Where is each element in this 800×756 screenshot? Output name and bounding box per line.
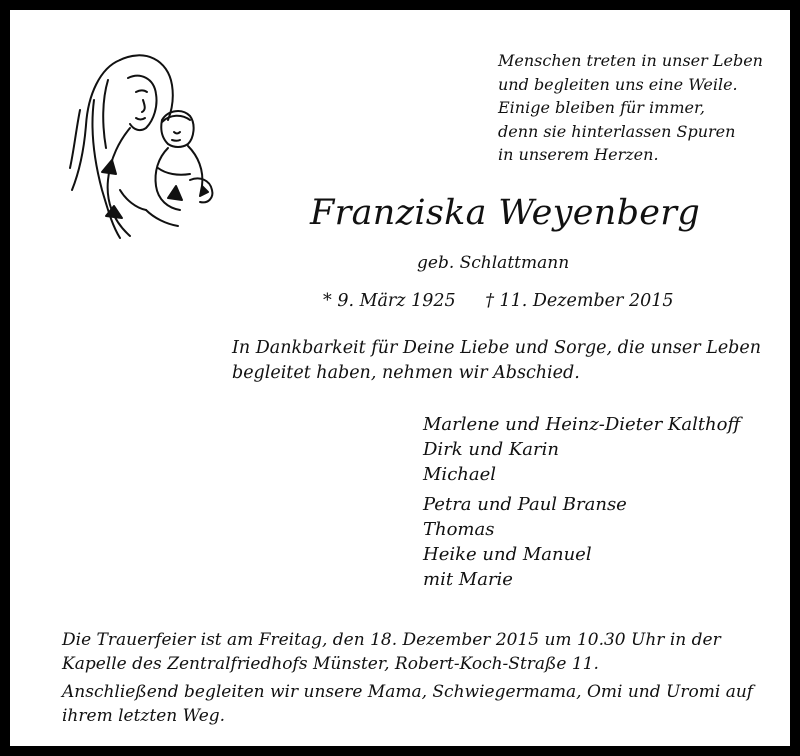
poem-line: Menschen treten in unser Leben — [498, 51, 763, 70]
mourner-entry: Michael — [423, 464, 497, 485]
poem-line: in unserem Herzen. — [498, 145, 659, 164]
mourners-list — [423, 412, 740, 592]
gratitude-line: begleitet haben, nehmen wir Abschied. — [232, 362, 580, 383]
mourner-entry: mit Marie — [423, 569, 513, 590]
mourner-group — [423, 412, 740, 487]
poem-line: und begleiten uns eine Weile. — [498, 74, 738, 94]
death-date: † 11. Dezember 2015 — [485, 291, 674, 311]
notice-paragraph — [62, 680, 762, 728]
mourner-group — [423, 492, 740, 592]
mourner-entry: Thomas — [423, 519, 495, 540]
deceased-name: Franziska Weyenberg — [310, 193, 701, 233]
madonna-and-child-illustration — [50, 40, 240, 245]
mourner-entry: Marlene und Heinz-Dieter Kalthoff — [423, 414, 741, 435]
gratitude-text — [232, 336, 772, 385]
gratitude-line: In Dankbarkeit für Deine Liebe und Sorge, die unser Leben — [232, 338, 761, 358]
poem-line: Einige bleiben für immer, — [498, 98, 705, 117]
birth-date: * 9. März 1925 — [323, 291, 456, 311]
funeral-notice — [62, 628, 762, 728]
notice-paragraph — [62, 628, 762, 676]
poem-line: denn sie hinterlassen Spuren — [498, 121, 736, 141]
mourner-entry: Heike und Manuel — [423, 544, 592, 565]
maiden-name: geb. Schlattmann — [417, 253, 570, 273]
notice-line: Kapelle des Zentralfriedhofs Münster, Robert-Koch-Straße 11. — [62, 654, 599, 674]
mourner-entry: Dirk und Karin — [423, 439, 559, 460]
poem — [498, 49, 778, 167]
life-dates — [323, 288, 673, 314]
mourner-entry: Petra und Paul Branse — [423, 494, 627, 515]
notice-line: ihrem letzten Weg. — [62, 706, 226, 726]
notice-line: Die Trauerfeier ist am Freitag, den 18. Dezember 2015 um 10.30 Uhr in der — [62, 630, 721, 650]
notice-line: Anschließend begleiten wir unsere Mama, Schwiegermama, Omi und Uromi auf — [62, 682, 754, 702]
